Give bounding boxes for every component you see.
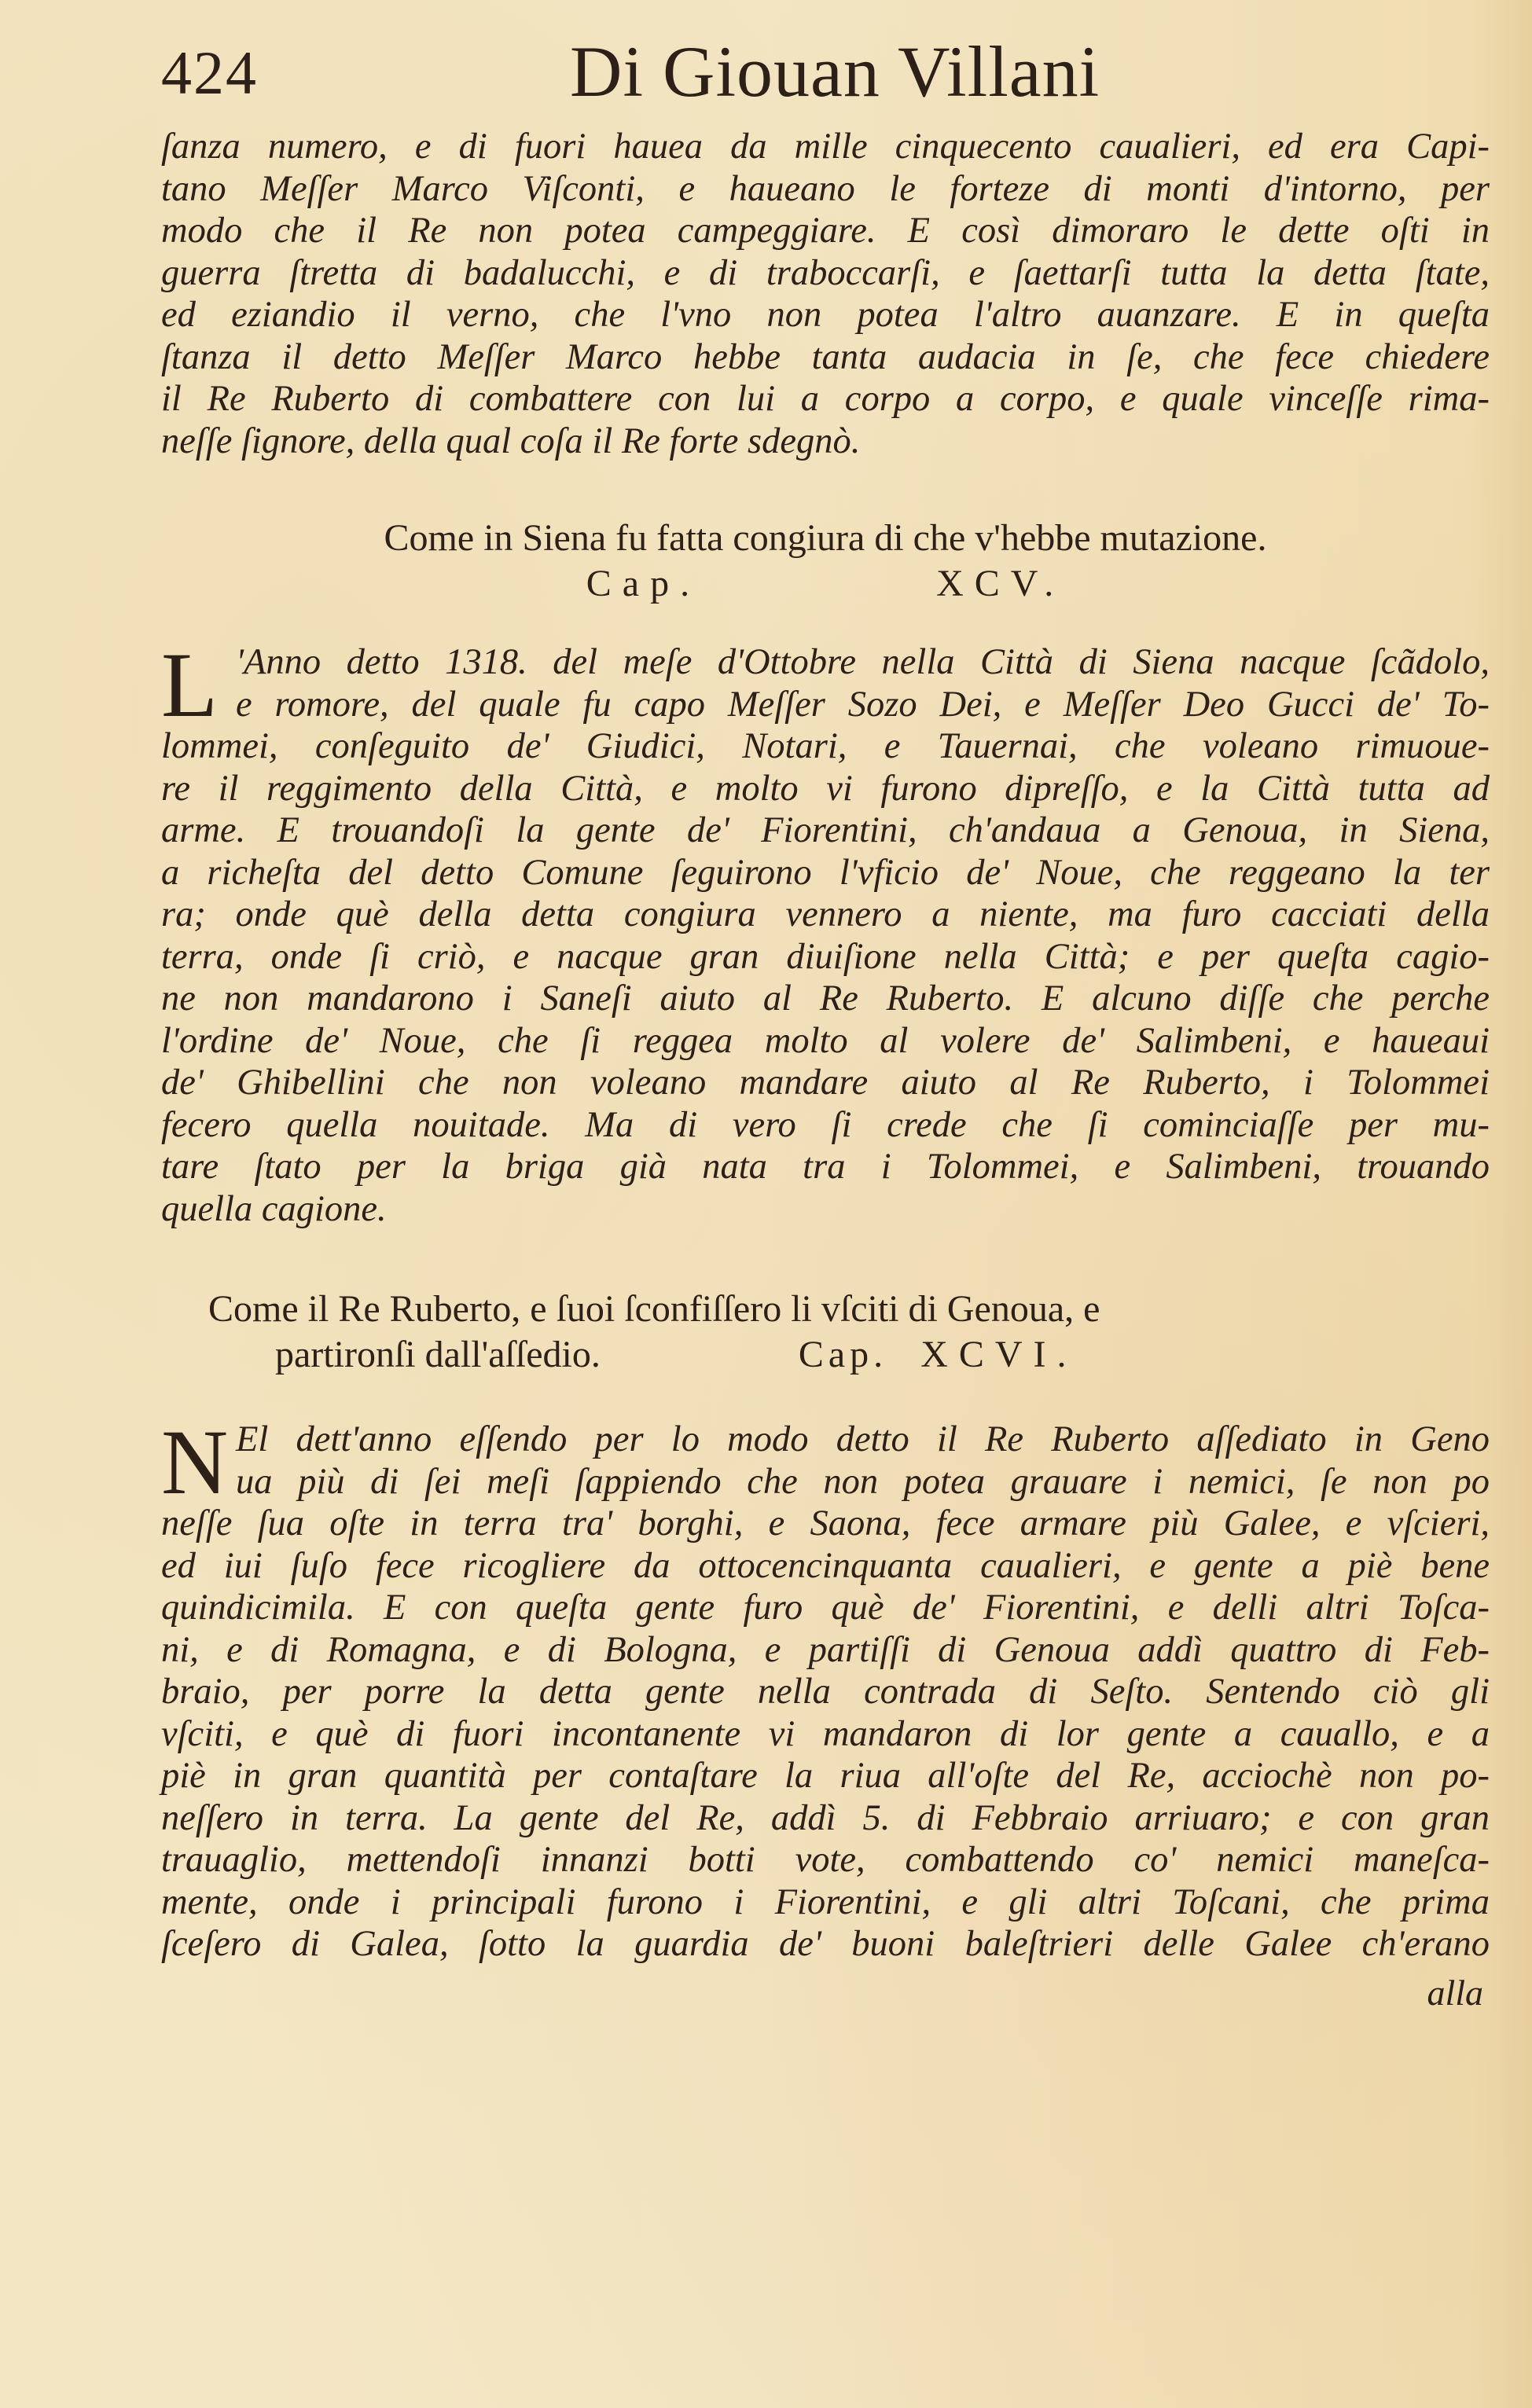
running-title: Di Giouan Villani bbox=[570, 31, 1100, 112]
text-line: lommei, conſeguito de' Giudici, Notari, e Tauernai, che voleano rimuoue- bbox=[161, 726, 1490, 766]
text-line: quella cagione. bbox=[161, 1188, 387, 1229]
text-line: arme. E trouandoſi la gente de' Fiorentini, ch'andaua a Genoua, in Siena, bbox=[161, 810, 1490, 850]
cap-number: XCVI. bbox=[920, 1334, 1078, 1375]
text-line: quindicimila. E con queſta gente furo què de' Fiorentini, e delli altri Toſca- bbox=[161, 1588, 1490, 1628]
text-line: El dett'anno eſſendo per lo modo detto il Re Ruberto aſſediato in Geno bbox=[236, 1419, 1490, 1459]
text-line: ſtanza il detto Meſſer Marco hebbe tanta audacia in ſe, che fece chiedere bbox=[161, 336, 1490, 377]
drop-cap: N bbox=[161, 1411, 229, 1514]
text-line: tano Meſſer Marco Viſconti, e haueano le forteze di monti d'intorno, per bbox=[161, 168, 1490, 209]
text-line: ed eziandio il verno, che l'vno non potea l'altro auanzare. E in queſta bbox=[161, 295, 1490, 335]
text-line: ne non mandarono i Saneſi aiuto al Re Ruberto. E alcuno diſſe che perche bbox=[161, 978, 1490, 1019]
chapter-title: Come in Siena fu fatta congiura di che v'hebbe mutazione. bbox=[384, 517, 1267, 559]
cap-number: XCV. bbox=[936, 563, 1065, 604]
text-line: re il reggimento della Città, e molto vi furono dipreſſo, e la Città tutta ad bbox=[161, 768, 1490, 809]
text-line: ed iui ſuſo fece ricogliere da ottocencinquanta caualieri, e gente a piè bene bbox=[161, 1545, 1490, 1586]
text-line: neſſe ſua oſte in terra tra' borghi, e Saona, fece armare più Galee, e vſcieri, bbox=[161, 1503, 1490, 1544]
text-line: il Re Ruberto di combattere con lui a corpo a corpo, e quale vinceſſe rima- bbox=[161, 379, 1490, 419]
chapter-95-text bbox=[161, 633, 1490, 1230]
text-line: ra; onde què della detta congiura vennero a niente, ma furo cacciati della bbox=[161, 894, 1490, 934]
chapter-96-text bbox=[161, 1411, 1490, 1966]
text-line: ua più di ſei meſi ſappiendo che non potea grauare i nemici, ſe non po bbox=[236, 1461, 1490, 1502]
chapter-number-line bbox=[161, 561, 1490, 607]
page-header bbox=[161, 31, 1490, 126]
text-line: ſanza numero, e di fuori hauea da mille cinquecento caualieri, ed era Capi- bbox=[161, 127, 1490, 167]
opening-paragraph bbox=[161, 126, 1490, 462]
text-line: ſceſero di Galea, ſotto la guardia de' buoni baleſtrieri delle Galee ch'erano bbox=[161, 1924, 1490, 1964]
text-line: vſciti, e què di fuori incontanente vi mandaron di lor gente a cauallo, e a bbox=[161, 1713, 1490, 1754]
text-line: ni, e di Romagna, e di Bologna, e partiſſi di Genoua addì quattro di Feb- bbox=[161, 1629, 1490, 1670]
text-line: tare ſtato per la briga già nata tra i Tolommei, e Salimbeni, trouando bbox=[161, 1147, 1490, 1187]
text-line: mente, onde i principali furono i Fiorentini, e gli altri Toſcani, che prima bbox=[161, 1881, 1490, 1922]
text-line: e romore, del quale fu capo Meſſer Sozo Dei, e Meſſer Deo Gucci de' To- bbox=[236, 684, 1490, 725]
drop-cap: L bbox=[161, 633, 219, 736]
text-line: neſſero in terra. La gente del Re, addì 5. di Febbraio arriuaro; e con gran bbox=[161, 1797, 1490, 1838]
catchword: alla bbox=[1427, 1972, 1483, 2013]
chapter-title-line-2-text: partironſi dall'aſſedio. bbox=[275, 1334, 601, 1375]
chapter-heading-96 bbox=[161, 1287, 1490, 1378]
text-line: a richeſta del detto Comune ſeguirono l'vficio de' Noue, che reggeano la ter bbox=[161, 852, 1490, 893]
text-line: trauaglio, mettendoſi innanzi botti vote, combattendo co' nemici maneſca- bbox=[161, 1840, 1490, 1880]
text-line: fecero quella nouitade. Ma di vero ſi crede che ſi cominciaſſe per mu- bbox=[161, 1104, 1490, 1145]
cap-label: Cap. bbox=[798, 1334, 888, 1375]
chapter-title-line-2 bbox=[161, 1332, 1490, 1378]
cap-label: Cap. bbox=[586, 563, 701, 604]
text-line: guerra ſtretta di badalucchi, e di traboccarſi, e ſaettarſi tutta la detta ſtate, bbox=[161, 252, 1490, 293]
text-line: neſſe ſignore, della qual coſa il Re forte sdegnò. bbox=[161, 420, 861, 461]
page-number: 424 bbox=[161, 39, 258, 107]
text-line: piè in gran quantità per contaſtare la riua all'oſte del Re, acciochè non po- bbox=[161, 1756, 1490, 1796]
text-line: braio, per porre la detta gente nella contrada di Seſto. Sentendo ciò gli bbox=[161, 1672, 1490, 1712]
text-line: l'ordine de' Noue, che ſi reggea molto al volere de' Salimbeni, e haueaui bbox=[161, 1020, 1490, 1061]
text-line: 'Anno detto 1318. del meſe d'Ottobre nella Città di Siena nacque ſcãdolo, bbox=[236, 642, 1490, 682]
chapter-title-line-1: Come il Re Ruberto, e ſuoi ſconfiſſero li vſciti di Genoua, e bbox=[208, 1288, 1100, 1330]
chapter-heading-95 bbox=[161, 516, 1490, 607]
book-page bbox=[161, 31, 1490, 2013]
text-line: de' Ghibellini che non voleano mandare aiuto al Re Ruberto, i Tolommei bbox=[161, 1063, 1490, 1103]
text-line: modo che il Re non potea campeggiare. E così dimoraro le dette oſti in bbox=[161, 211, 1490, 251]
text-line: terra, onde ſi criò, e nacque gran diuiſione nella Città; e per queſta cagio- bbox=[161, 936, 1490, 977]
